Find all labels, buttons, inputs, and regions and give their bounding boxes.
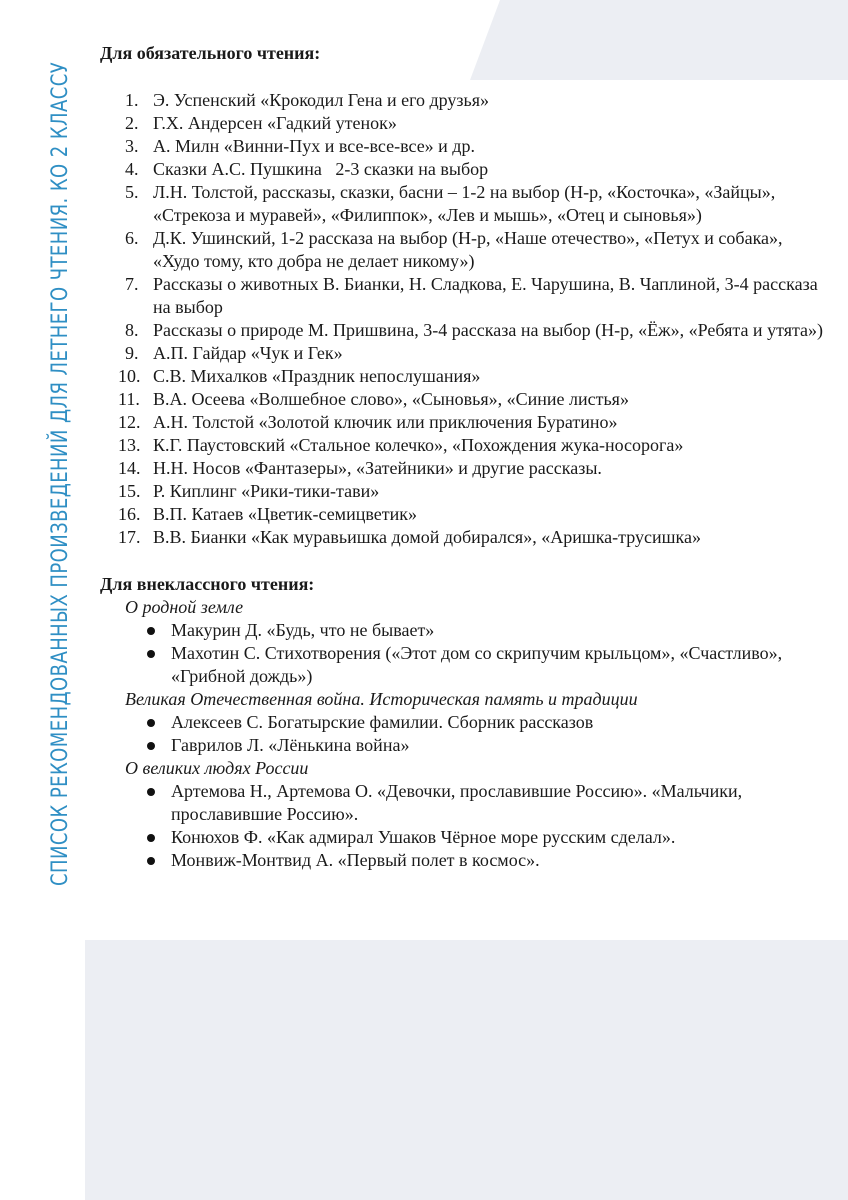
bullet-icon (147, 627, 155, 635)
vertical-side-title: СПИСОК РЕКОМЕНДОВАННЫХ ПРОИЗВЕДЕНИЙ ДЛЯ ЛЕТНЕГО ЧТЕНИЯ. КО 2 КЛАССУ (48, 61, 73, 887)
item-text: Рассказы о животных В. Бианки, Н. Сладкова, Е. Чарушина, В. Чаплиной, 3-4 рассказа на выбор (153, 274, 818, 317)
item-number: 10. (118, 366, 141, 386)
item-text: Сказки А.С. Пушкина 2-3 сказки на выбор (153, 159, 489, 179)
item-text: Э. Успенский «Крокодил Гена и его друзья» (153, 90, 490, 110)
item-number: 7. (125, 274, 139, 294)
item-text: А. Милн «Винни-Пух и все-все-все» и др. (153, 136, 475, 156)
list-item (100, 319, 830, 342)
list-item (100, 480, 830, 503)
list-item (100, 711, 830, 734)
item-text: В.П. Катаев «Цветик-семицветик» (153, 504, 417, 524)
bullet-icon (147, 719, 155, 727)
list-item (100, 619, 830, 642)
item-number: 11. (118, 389, 140, 409)
list-item (100, 227, 830, 273)
list-item (100, 734, 830, 757)
item-number: 12. (118, 412, 141, 432)
list-item (100, 342, 830, 365)
category-title: О великих людях России (125, 758, 309, 778)
item-number: 4. (125, 159, 139, 179)
item-text: Алексеев С. Богатырские фамилии. Сборник рассказов (171, 712, 594, 732)
list-item (100, 849, 830, 872)
required-reading-heading: Для обязательного чтения: (100, 43, 321, 63)
list-item (100, 112, 830, 135)
item-number: 9. (125, 343, 139, 363)
item-text: Л.Н. Толстой, рассказы, сказки, басни – 1-2 на выбор (Н-р, «Косточка», «Зайцы», «Стрекоза и муравей», «Филиппок», «Лев и мышь», «Отец и сыновья») (153, 182, 776, 225)
list-item (100, 780, 830, 826)
item-text: Макурин Д. «Будь, что не бывает» (171, 620, 435, 640)
item-number: 6. (125, 228, 139, 248)
item-text: Гаврилов Л. «Лёнькина война» (171, 735, 410, 755)
item-number: 3. (125, 136, 139, 156)
bullet-list (100, 711, 830, 757)
category-title: О родной земле (125, 597, 244, 617)
item-text: А.Н. Толстой «Золотой ключик или приключения Буратино» (153, 412, 618, 432)
item-text: В.В. Бианки «Как муравьишка домой добирался», «Аришка-трусишка» (153, 527, 701, 547)
list-item (100, 642, 830, 688)
item-text: Г.Х. Андерсен «Гадкий утенок» (153, 113, 397, 133)
item-number: 2. (125, 113, 139, 133)
item-number: 8. (125, 320, 139, 340)
item-text: К.Г. Паустовский «Стальное колечко», «Похождения жука-носорога» (153, 435, 684, 455)
item-text: С.В. Михалков «Праздник непослушания» (153, 366, 481, 386)
list-item (100, 503, 830, 526)
item-text: Монвиж-Монтвид А. «Первый полет в космос». (171, 850, 540, 870)
list-item (100, 135, 830, 158)
item-number: 17. (118, 527, 141, 547)
required-reading-list (100, 89, 830, 549)
item-text: Артемова Н., Артемова О. «Девочки, прославившие Россию». «Мальчики, прославившие Россию». (171, 781, 743, 824)
bullet-icon (147, 650, 155, 658)
item-text: Н.Н. Носов «Фантазеры», «Затейники» и другие рассказы. (153, 458, 602, 478)
list-item (100, 434, 830, 457)
item-text: Д.К. Ушинский, 1-2 рассказа на выбор (Н-р, «Наше отечество», «Петух и собака», «Худо тому, кто добра не делает никому») (153, 228, 783, 271)
item-number: 5. (125, 182, 139, 202)
item-text: Р. Киплинг «Рики-тики-тави» (153, 481, 380, 501)
item-text: Конюхов Ф. «Как адмирал Ушаков Чёрное море русским сделал». (171, 827, 676, 847)
document-body (100, 42, 830, 872)
bullet-list (100, 780, 830, 872)
list-item (100, 457, 830, 480)
item-text: Рассказы о природе М. Пришвина, 3-4 рассказа на выбор (Н-р, «Ёж», «Ребята и утята») (153, 320, 824, 340)
bullet-icon (147, 857, 155, 865)
item-text: В.А. Осеева «Волшебное слово», «Сыновья», «Синие листья» (153, 389, 629, 409)
category-title: Великая Отечественная война. Историческая память и традиции (125, 689, 638, 709)
extracurricular-reading-heading: Для внеклассного чтения: (100, 574, 315, 594)
item-number: 15. (118, 481, 141, 501)
item-text: А.П. Гайдар «Чук и Гек» (153, 343, 343, 363)
list-item (100, 826, 830, 849)
item-text: Махотин С. Стихотворения («Этот дом со скрипучим крыльцом», «Счастливо», «Грибной дождь») (171, 643, 783, 686)
bullet-icon (147, 742, 155, 750)
bullet-list (100, 619, 830, 688)
list-item (100, 388, 830, 411)
bullet-icon (147, 834, 155, 842)
item-number: 14. (118, 458, 141, 478)
bullet-icon (147, 788, 155, 796)
list-item (100, 158, 830, 181)
list-item (100, 411, 830, 434)
item-number: 13. (118, 435, 141, 455)
item-number: 16. (118, 504, 141, 524)
list-item (100, 181, 830, 227)
list-item (100, 526, 830, 549)
item-number: 1. (125, 90, 139, 110)
list-item (100, 365, 830, 388)
list-item (100, 89, 830, 112)
list-item (100, 273, 830, 319)
